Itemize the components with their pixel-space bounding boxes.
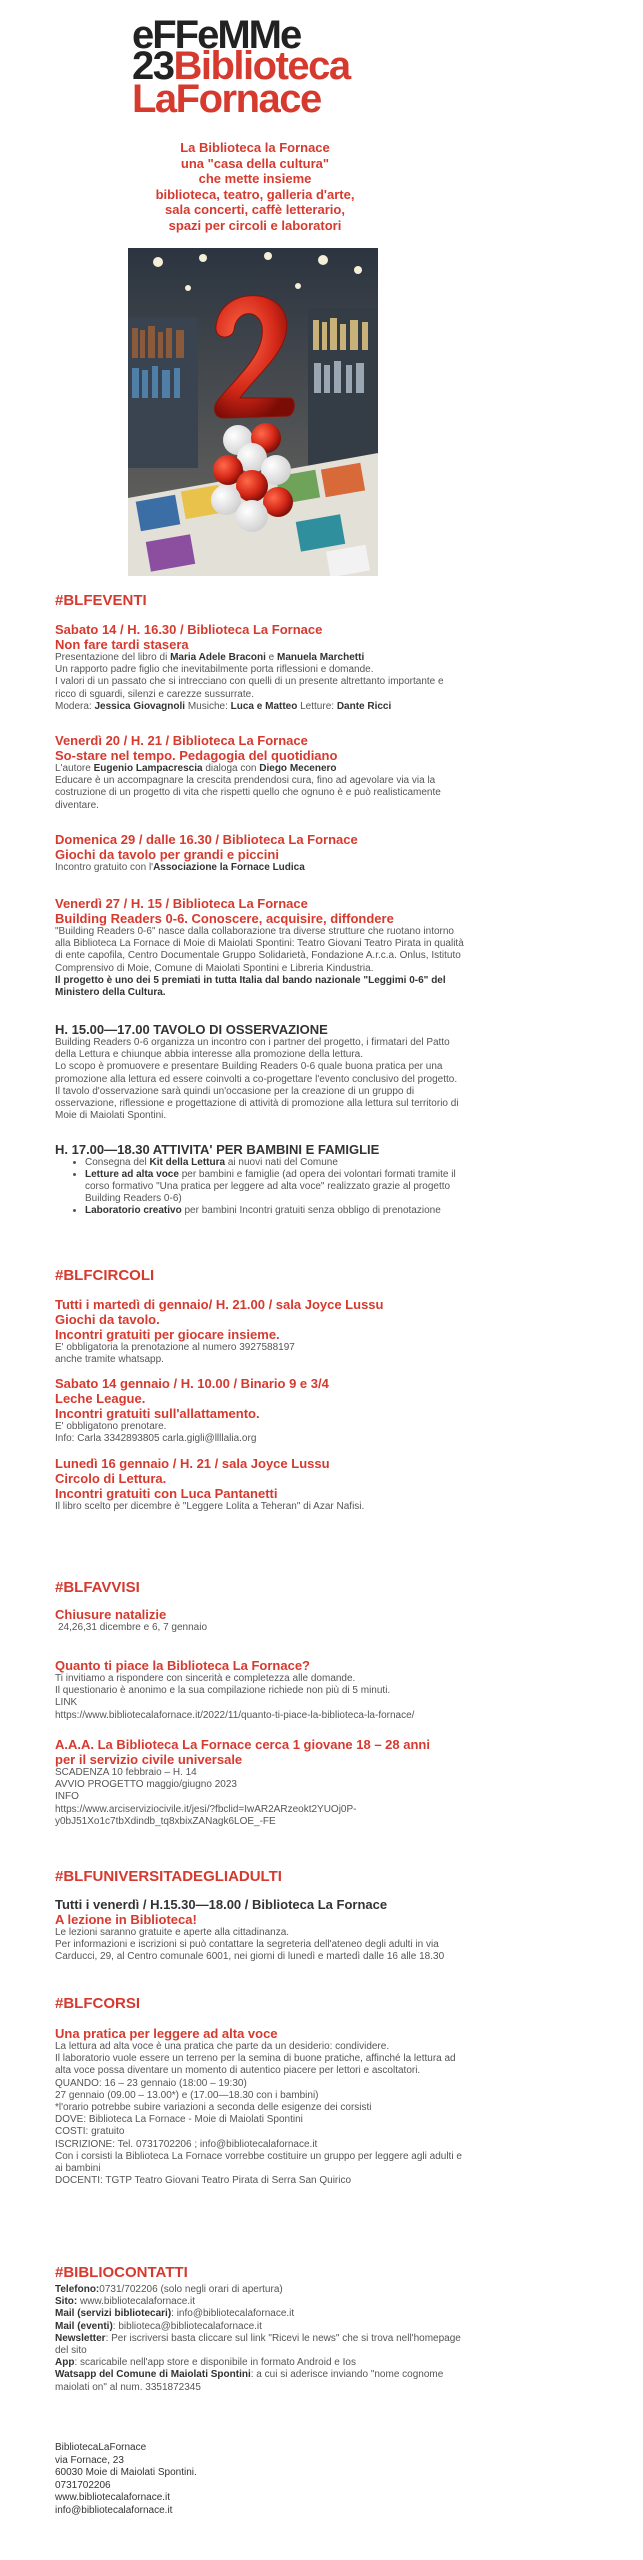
contact-app: App: scaricabile nell'app store e disponibile in formato Android e Ios <box>55 2357 356 2369</box>
corso-1 <box>55 2026 465 2187</box>
avviso-title: Quanto ti piace la Biblioteca La Fornace? <box>55 1658 310 1673</box>
event-list <box>85 1157 465 1217</box>
circolo-3 <box>55 1456 465 1513</box>
avviso-desc: LINK <box>55 1697 78 1709</box>
corso-desc: COSTI: gratuito <box>55 2126 125 2138</box>
avviso-desc: INFO <box>55 1791 79 1803</box>
avviso-title: per il servizio civile universale <box>55 1752 243 1767</box>
event-desc: Il tavolo d'osservazione sarà quindi un'occasione per la creazione di un gruppo di osservazione, riflessione e progettazione di attività di promozione alla lettura sul territorio di Moie di Maiolati Spontini. <box>55 1085 459 1122</box>
circolo-desc: E' obbligatoria la prenotazione al numero 3927588197 <box>55 1342 295 1353</box>
event-desc: L'autore Eugenio Lampacrescia dialoga con Diego Mecenero <box>55 763 337 774</box>
contact-site[interactable]: Sito: www.bibliotecalafornace.it <box>55 2296 196 2308</box>
circolo-1 <box>55 1297 465 1366</box>
event-desc: Presentazione del libro di Maria Adele Braconi e Manuela Marchetti <box>55 652 365 663</box>
section-title-eventi: #BLFEVENTI <box>55 592 147 609</box>
corso-desc: Con i corsisti la Biblioteca La Fornace vorrebbe costituire un gruppo per leggere agli adulti e ai bambini <box>55 2150 462 2175</box>
list-item: • Letture ad alta voce per bambini e famiglie (ad opera dei volontari formati tramite il corso formativo "Una pratica per leggere ad alta voce" realizzato grazie al progetto Building Readers 0-6) <box>85 1169 465 1205</box>
circolo-title: Circolo di Lettura. <box>55 1471 167 1486</box>
corso-desc: Il laboratorio vuole essere un terreno per la semina di buone pratiche, affinché la lettura ad alta voce possa diventare un momento di autentico piacere per lettori e ascoltatori. <box>55 2053 456 2077</box>
avviso-2 <box>55 1658 465 1722</box>
avviso-desc: SCADENZA 10 febbraio – H. 14 <box>55 1767 197 1778</box>
list-item: • Consegna del Kit della Lettura ai nuovi nati del Comune <box>85 1157 465 1169</box>
section-title-circoli: #BLFCIRCOLI <box>55 1267 155 1284</box>
universita-desc: Le lezioni saranno gratuite e aperte alla cittadinanza. <box>55 1927 290 1938</box>
circolo-title: Leche League. <box>55 1391 146 1406</box>
section-title-universita: #BLFUNIVERSITADEGLIADULTI <box>55 1868 282 1885</box>
corso-desc: La lettura ad alta voce è una pratica che parte da un desiderio: condividere. <box>55 2041 390 2052</box>
avviso-title: Chiusure natalizie <box>55 1607 167 1622</box>
logo <box>132 13 432 121</box>
event-date: Sabato 14 / H. 16.30 / Biblioteca La Fornace <box>55 622 323 637</box>
event-title: Building Readers 0-6. Conoscere, acquisire, diffondere <box>55 911 394 926</box>
tagline-line: spazi per circoli e laboratori <box>168 217 342 233</box>
event-5 <box>55 1022 465 1122</box>
footer-address <box>55 2442 197 2517</box>
footer-line: via Fornace, 23 <box>55 2454 124 2466</box>
event-desc: Un rapporto padre figlio che inevitabilmente porta riflessioni e domande. <box>55 664 374 676</box>
corso-desc: DOCENTI: TGTP Teatro Giovani Teatro Pirata di Serra San Quirico <box>55 2175 352 2187</box>
circolo-subtitle: Incontri gratuiti sull'allattamento. <box>55 1406 260 1421</box>
event-desc: "Building Readers 0-6" nasce dalla collaborazione tra diverse strutture che ruotano intorno alla Biblioteca La Fornace di Moie di Maiolati Spontini: Teatro Giovani Teatro Pirata in qualità di ente capofila, Centro Documentale Gruppo Solidarietà, Fondazione A.r.c.a. Onlus, Istituto Comprensivo di Moie, Comune di Maiolati Spontini e Libreria Kindustria. <box>55 926 464 974</box>
footer-line: 60030 Moie di Maiolati Spontini. <box>55 2467 197 2478</box>
circolo-date: Tutti i martedì di gennaio/ H. 21.00 / sala Joyce Lussu <box>55 1297 384 1312</box>
circolo-subtitle: Incontri gratuiti per giocare insieme. <box>55 1327 280 1342</box>
event-title: So-stare nel tempo. Pedagogia del quotidiano <box>55 748 338 763</box>
avviso-desc: AVVIO PROGETTO maggio/giugno 2023 <box>55 1779 237 1791</box>
section-title-contatti: #BIBLIOCONTATTI <box>55 2264 188 2281</box>
library-photo <box>128 248 378 576</box>
tagline <box>100 140 410 233</box>
event-desc: Building Readers 0-6 organizza un incontro con i partner del progetto, i firmatari del Patto della Lettura e chiunque abbia interesse alla promozione della lettura. <box>55 1037 450 1061</box>
event-2 <box>55 733 465 812</box>
circolo-desc: anche tramite whatsapp. <box>55 1354 164 1366</box>
circolo-2 <box>55 1376 465 1445</box>
footer-line: BibliotecaLaFornace <box>55 2442 147 2453</box>
universita-block <box>55 1897 465 1964</box>
logo-text: eFFeMMe <box>132 13 301 57</box>
event-date: Domenica 29 / dalle 16.30 / Biblioteca La Fornace <box>55 832 358 847</box>
list-item: • Laboratorio creativo per bambini Incontri gratuiti senza obbligo di prenotazione <box>85 1205 465 1217</box>
event-desc: Il progetto è uno dei 5 premiati in tutta Italia dal bando nazionale "Leggimi 0-6" del Ministero della Cultura. <box>55 974 446 999</box>
corso-desc: ISCRIZIONE: Tel. 0731702206 ; info@bibliotecalafornace.it <box>55 2138 318 2150</box>
event-desc: Educare è un accompagnare la crescita prendendosi cura, fino ad agevolare via via la costruzione di un progetto di vita che rispetti quello che ognuno è e può realisticamente diventare. <box>55 775 441 811</box>
contact-mail-events[interactable]: Mail (eventi): biblioteca@bibliotecalafornace.it <box>55 2320 262 2332</box>
event-desc: I valori di un passato che si intrecciano con quelli di un presente altrettanto importante e ricco di sguardi, silenzi e carezze sussurrate. <box>55 676 444 700</box>
avviso-desc: 24,26,31 dicembre e 6, 7 gennaio <box>58 1622 207 1633</box>
event-date: Venerdì 20 / H. 21 / Biblioteca La Fornace <box>55 733 308 748</box>
event-3 <box>55 832 465 874</box>
avviso-desc: Il questionario è anonimo e la sua compilazione richiede non più di 5 minuti. <box>55 1685 391 1697</box>
event-date: Venerdì 27 / H. 15 / Biblioteca La Fornace <box>55 896 308 911</box>
logo-line-3: LaFornace <box>132 77 321 121</box>
event-title: H. 15.00—17.00 TAVOLO DI OSSERVAZIONE <box>55 1022 328 1037</box>
tagline-line: che mette insieme <box>198 171 312 186</box>
event-6 <box>55 1142 465 1217</box>
info-link[interactable]: https://www.arciserviziocivile.it/jesi/?fbclid=IwAR2ARzeokt2YUOj0P- <box>55 1803 357 1815</box>
logo-biblioteca: Biblioteca <box>173 44 350 88</box>
event-4 <box>55 896 465 999</box>
contact-mail-services[interactable]: Mail (servizi bibliotecari): info@bibliotecalafornace.it <box>55 2308 295 2320</box>
tagline-line: biblioteca, teatro, galleria d'arte, <box>155 186 355 202</box>
corso-desc: *l'orario potrebbe subire variazioni a seconda delle esigenze dei corsisti <box>55 2102 372 2114</box>
contact-whatsapp: Watsapp del Comune di Maiolati Spontini: a cui si aderisce inviando "nome cognome maiolati on" al num. 3351872345 <box>55 2369 444 2393</box>
event-title: Non fare tardi stasera <box>55 637 189 652</box>
corso-desc: DOVE: Biblioteca La Fornace - Moie di Maiolati Spontini <box>55 2114 303 2126</box>
universita-desc: Per informazioni e iscrizioni si può contattare la segreteria dell'ateneo degli adulti in via Carducci, 29, al Centro comunale 6001, nei giorni di lunedì e martedì dalle 16 alle 18.30 <box>55 1939 445 1963</box>
circolo-date: Sabato 14 gennaio / H. 10.00 / Binario 9 e 3/4 <box>55 1376 329 1391</box>
event-title: H. 17.00—18.30 ATTIVITA' PER BAMBINI E FAMIGLIE <box>55 1142 380 1157</box>
tagline-line: La Biblioteca la Fornace <box>180 140 330 155</box>
library-photo-illustration <box>128 248 378 576</box>
avviso-title: A.A.A. La Biblioteca La Fornace cerca 1 giovane 18 – 28 anni <box>55 1737 430 1752</box>
event-1 <box>55 622 465 713</box>
avviso-desc: Ti invitiamo a rispondere con sincerità e completezza alle domande. <box>55 1673 356 1684</box>
contatti-block <box>55 2284 465 2394</box>
survey-link[interactable]: https://www.bibliotecalafornace.it/2022/11/quanto-ti-piace-la-biblioteca-la-fornace/ <box>55 1709 415 1721</box>
contact-phone: Telefono:0731/702206 (solo negli orari di apertura) <box>55 2284 283 2295</box>
event-title: Giochi da tavolo per grandi e piccini <box>55 847 279 862</box>
circolo-desc: E' obbligatono prenotare. <box>55 1421 167 1432</box>
corso-desc: QUANDO: 16 – 23 gennaio (18:00 – 19:30) <box>55 2077 247 2089</box>
circolo-subtitle: Incontri gratuiti con Luca Pantanetti <box>55 1486 278 1501</box>
avviso-1 <box>55 1607 465 1634</box>
corso-desc: 27 gennaio (09.00 – 13.00*) e (17.00—18.30 con i bambini) <box>55 2089 319 2101</box>
circolo-desc: Il libro scelto per dicembre è "Leggere Lolita a Teheran" di Azar Nafisi. <box>55 1501 365 1512</box>
event-credits: Modera: Jessica Giovagnoli Musiche: Luca e Matteo Letture: Dante Ricci <box>55 700 392 712</box>
footer-website-link[interactable]: www.bibliotecalafornace.it <box>55 2492 171 2503</box>
contact-newsletter: Newsletter: Per iscriversi basta cliccare sul link "Ricevi le news" che si trova nell'homepage del sito <box>55 2332 461 2357</box>
section-title-corsi: #BLFCORSI <box>55 1995 141 2012</box>
universita-subtitle: A lezione in Biblioteca! <box>55 1912 197 1927</box>
tagline-line: una "casa della cultura" <box>180 155 330 171</box>
section-title-avvisi: #BLFAVVISI <box>55 1579 140 1596</box>
event-desc: Incontro gratuito con l'Associazione la Fornace Ludica <box>55 862 305 873</box>
tagline-line: sala concerti, caffè letterario, <box>165 202 345 217</box>
circolo-desc: Info: Carla 3342893805 carla.gigli@llllalia.org <box>55 1433 257 1445</box>
circolo-date: Lunedì 16 gennaio / H. 21 / sala Joyce Lussu <box>55 1456 330 1471</box>
footer-line: 0731702206 <box>55 2479 111 2491</box>
footer-email-link[interactable]: info@bibliotecalafornace.it <box>55 2504 173 2516</box>
info-link[interactable]: y0bJ51Xo1c7tbXdindb_tq8xbixZANagk6LOE_-FE <box>55 1815 276 1827</box>
event-desc: Lo scopo è promuovere e presentare Building Readers 0-6 quale buona pratica per una promozione alla lettura ed essere coinvolti a co-progettare l'evento conclusivo del progetto. <box>55 1061 458 1085</box>
universita-date: Tutti i venerdì / H.15.30—18.00 / Biblioteca La Fornace <box>55 1897 388 1912</box>
logo-number: 23 <box>132 44 174 88</box>
circolo-title: Giochi da tavolo. <box>55 1312 160 1327</box>
corso-title: Una pratica per leggere ad alta voce <box>55 2026 278 2041</box>
avviso-3 <box>55 1737 475 1828</box>
